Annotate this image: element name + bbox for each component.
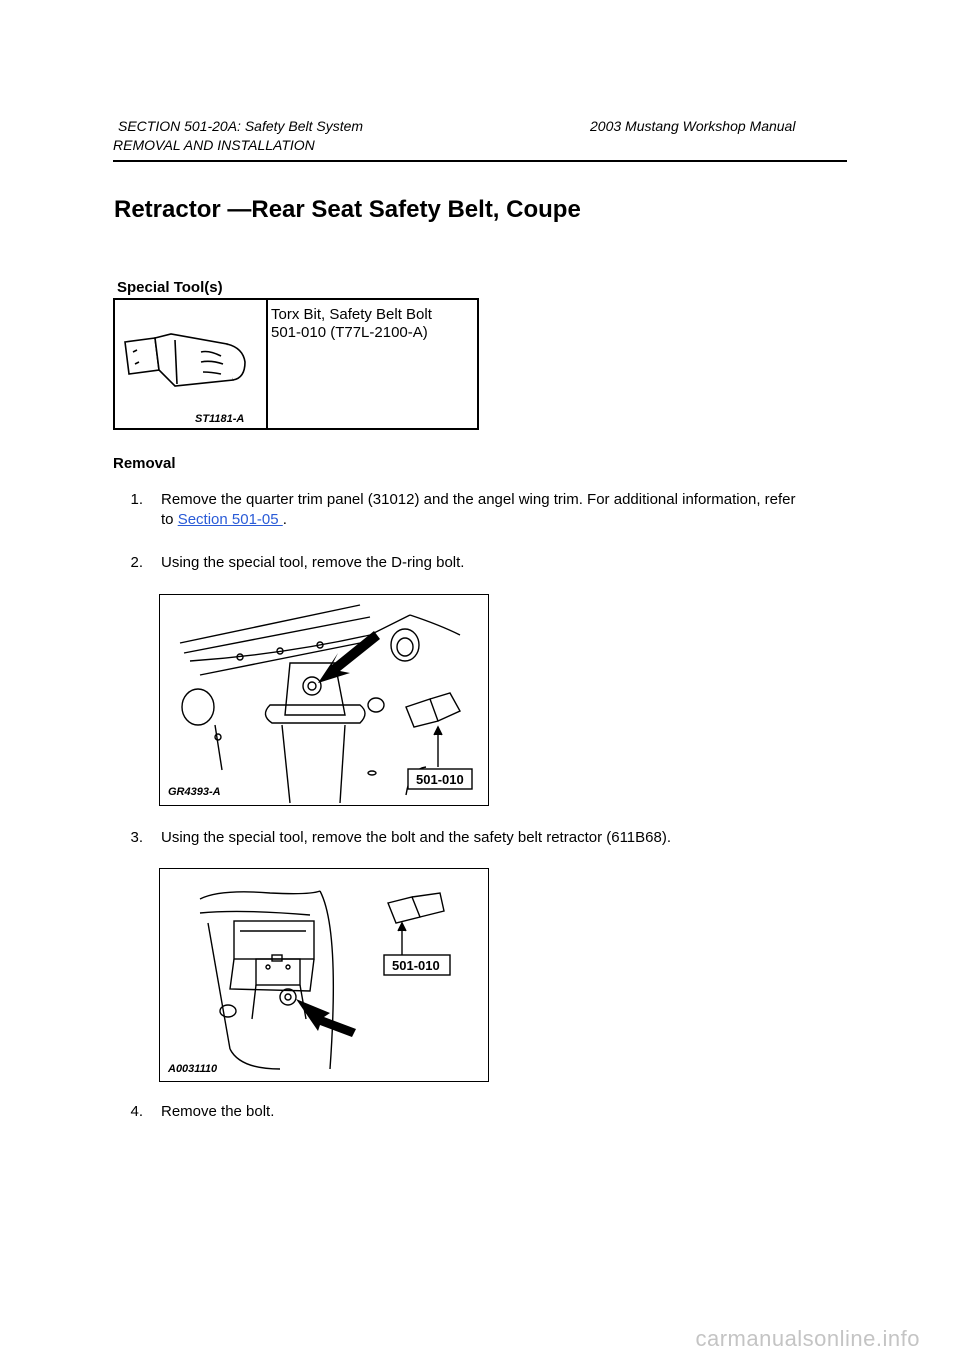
tool-number: 501-010 (T77L-2100-A): [271, 324, 428, 341]
figure-d-ring-bolt: [159, 594, 489, 806]
page-subtitle: REMOVAL AND INSTALLATION: [113, 137, 315, 153]
figure-retractor-bolt: [159, 868, 489, 1082]
section-title: SECTION 501-20A: Safety Belt System: [118, 118, 364, 134]
tool-name: Torx Bit, Safety Belt Bolt: [271, 306, 432, 323]
torx-bit-illustration: [115, 300, 268, 428]
tool-description: [271, 306, 432, 342]
section-501-05-link[interactable]: Section 501-05: [177, 511, 283, 528]
removal-heading: Removal: [113, 455, 176, 472]
step-text: Using the special tool, remove the D-ring bolt.: [161, 554, 465, 571]
special-tools-table: [113, 298, 479, 430]
special-tools-heading: Special Tool(s): [117, 279, 223, 296]
watermark: carmanualsonline.info: [695, 1326, 920, 1351]
step-text-suffix: .: [282, 511, 287, 528]
figure-label: A0031110: [168, 1063, 218, 1075]
callout-label: 501-010: [392, 958, 440, 973]
page-title: Retractor —Rear Seat Safety Belt, Coupe: [114, 196, 581, 223]
tool-figure-label: ST1181-A: [195, 413, 245, 425]
step-number: 4.: [130, 1103, 143, 1120]
d-ring-illustration: [160, 595, 488, 805]
step-number: 3.: [130, 829, 143, 846]
manual-title: 2003 Mustang Workshop Manual: [590, 118, 796, 134]
retractor-illustration: [160, 869, 488, 1081]
header-divider: [113, 160, 847, 162]
step-number: 1.: [130, 491, 143, 508]
torx-bit-icon: [115, 300, 266, 428]
callout-label: 501-010: [416, 772, 464, 787]
figure-label: GR4393-A: [168, 786, 221, 798]
step-text-continued: [161, 510, 287, 530]
step-text: Using the special tool, remove the bolt and the safety belt retractor (611B68).: [161, 829, 671, 846]
step-text: Remove the bolt.: [161, 1103, 275, 1120]
step-text: Remove the quarter trim panel (31012) and the angel wing trim. For additional information, refer: [161, 491, 796, 508]
step-text-prefix: to: [161, 511, 178, 528]
step-number: 2.: [130, 554, 143, 571]
